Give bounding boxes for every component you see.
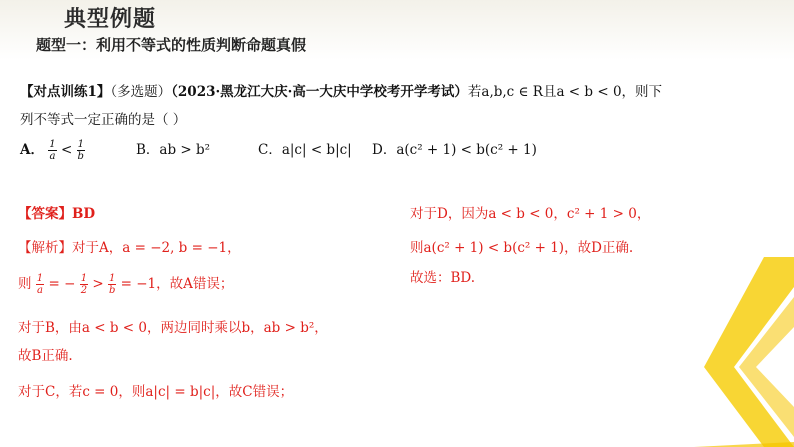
option-b: B．ab > b² bbox=[136, 142, 211, 158]
frac-a-2: $\frac{1}{2}$ bbox=[80, 273, 88, 296]
frac-a-3: $\frac{1}{b}$ bbox=[108, 273, 116, 296]
question-line-1 bbox=[20, 78, 780, 106]
analysis-d-2: 则a(c² + 1) < b(c² + 1)，故D正确. bbox=[410, 240, 634, 256]
option-a: A． $\frac{1}{a}$ < $\frac{1}{b}$ bbox=[20, 139, 84, 162]
analysis-b-1: 对于B，由a < b < 0，两边同时乘以b，ab > b²， bbox=[18, 320, 328, 336]
question-block bbox=[20, 78, 780, 134]
question-source: （2023·黑龙江大庆·高一大庆中学校考开学考试） bbox=[171, 84, 468, 100]
analysis-d-1: 对于D，因为a < b < 0，c² + 1 > 0， bbox=[410, 206, 651, 222]
title-block bbox=[64, 2, 156, 33]
question-tag: 【对点训练1】 bbox=[20, 84, 111, 100]
analysis-c: 对于C，若c = 0，则a|c| = b|c|，故C错误； bbox=[18, 384, 294, 400]
frac-1-over-a: $\frac{1}{a}$ bbox=[49, 139, 56, 162]
question-type: （多选题） bbox=[110, 84, 172, 100]
analysis-a: 则 $\frac{1}{a}$ = − $\frac{1}{2}$ > $\frac{1}{b}$ = −1，故A错误； bbox=[18, 273, 234, 296]
analysis-d-3: 故选：BD. bbox=[410, 270, 476, 286]
question-stem: 若a,b,c ∈ R且a < b < 0，则下 bbox=[467, 84, 663, 100]
frac-1-over-b: $\frac{1}{b}$ bbox=[77, 139, 84, 162]
question-line-2: 列不等式一定正确的是（ ） bbox=[20, 112, 187, 128]
subtitle: 题型一：利用不等式的性质判断命题真假 bbox=[36, 36, 307, 54]
analysis-b-2: 故B正确. bbox=[18, 348, 73, 364]
section-title: 典型例题 bbox=[64, 7, 157, 32]
analysis-line: 【解析】对于A，a = −2, b = −1， bbox=[18, 240, 241, 256]
frac-a-1: $\frac{1}{a}$ bbox=[36, 273, 44, 296]
answer-line: 【答案】BD bbox=[18, 206, 96, 222]
option-c: C．a|c| < b|c| bbox=[258, 142, 352, 158]
corner-chevron-decoration bbox=[694, 257, 794, 447]
option-d: D．a(c² + 1) < b(c² + 1) bbox=[372, 142, 537, 158]
